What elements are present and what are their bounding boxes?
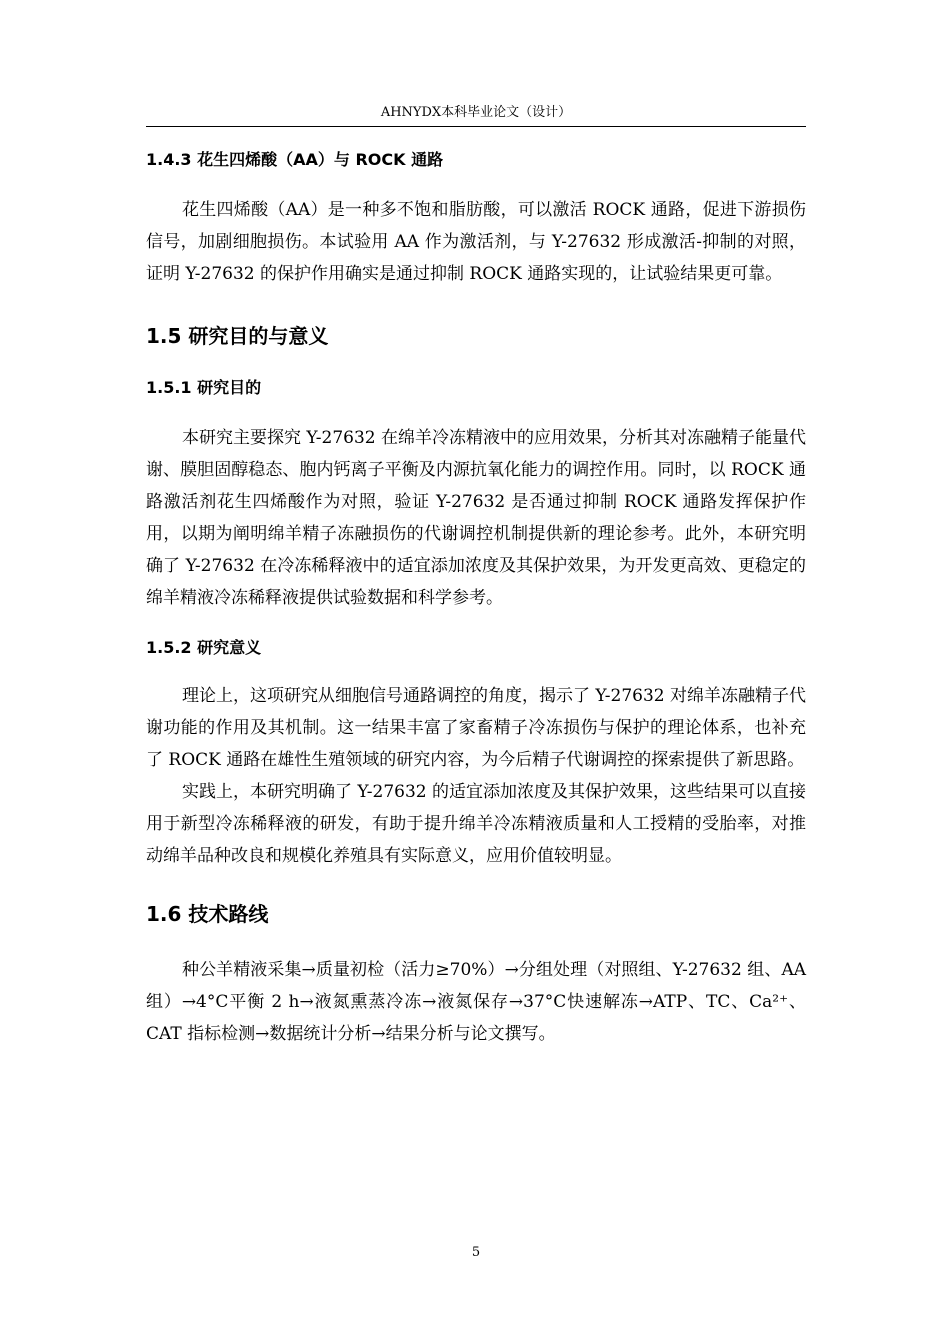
heading-1-5: 1.5 研究目的与意义 [146,324,329,348]
heading-1-6: 1.6 技术路线 [146,902,269,926]
paragraph-technical-route: 种公羊精液采集→质量初检（活力≥70%）→分组处理（对照组、Y-27632 组、AA 组）→4°C平衡 2 h→液氮熏蒸冷冻→液氮保存→37°C快速解冻→ATP、TC、Ca²⁺、CAT 指标检测→数据统计分析→结果分析与论文撰写。 [146,960,806,1044]
heading-1-5-1: 1.5.1 研究目的 [146,378,262,397]
header-rule [146,126,806,127]
heading-1-5-2: 1.5.2 研究意义 [146,638,262,657]
page-number: 5 [471,1245,481,1260]
running-header: AHNYDX本科毕业论文（设计） [380,105,572,120]
paragraph-aa-rock: 花生四烯酸（AA）是一种多不饱和脂肪酸，可以激活 ROCK 通路，促进下游损伤信号，加剧细胞损伤。本试验用 AA 作为激活剂，与 Y-27632 形成激活-抑制的对照，证明 Y-27632 的保护作用确实是通过抑制 ROCK 通路实现的，让试验结果更可靠。 [146,200,806,284]
heading-1-4-3: 1.4.3 花生四烯酸（AA）与 ROCK 通路 [146,150,444,169]
paragraph-significance-practice: 实践上，本研究明确了 Y-27632 的适宜添加浓度及其保护效果，这些结果可以直接用于新型冷冻稀释液的研发，有助于提升绵羊冷冻精液质量和人工授精的受胎率，对推动绵羊品种改良和规模化养殖具有实际意义，应用价值较明显。 [146,782,806,866]
paragraph-significance-theory: 理论上，这项研究从细胞信号通路调控的角度，揭示了 Y-27632 对绵羊冻融精子代谢功能的作用及其机制。这一结果丰富了家畜精子冷冻损伤与保护的理论体系，也补充了 ROCK 通路在雄性生殖领域的研究内容，为今后精子代谢调控的探索提供了新思路。 [146,686,806,770]
paragraph-research-purpose: 本研究主要探究 Y-27632 在绵羊冷冻精液中的应用效果，分析其对冻融精子能量代谢、膜胆固醇稳态、胞内钙离子平衡及内源抗氧化能力的调控作用。同时，以 ROCK 通路激活剂花生四烯酸作为对照，验证 Y-27632 是否通过抑制 ROCK 通路发挥保护作用，以期为阐明绵羊精子冻融损伤的代谢调控机制提供新的理论参考。此外，本研究明确了 Y-27632 在冷冻稀释液中的适宜添加浓度及其保护效果，为开发更高效、更稳定的绵羊精液冷冻稀释液提供试验数据和科学参考。 [146,428,806,608]
page-content [146,146,806,1050]
